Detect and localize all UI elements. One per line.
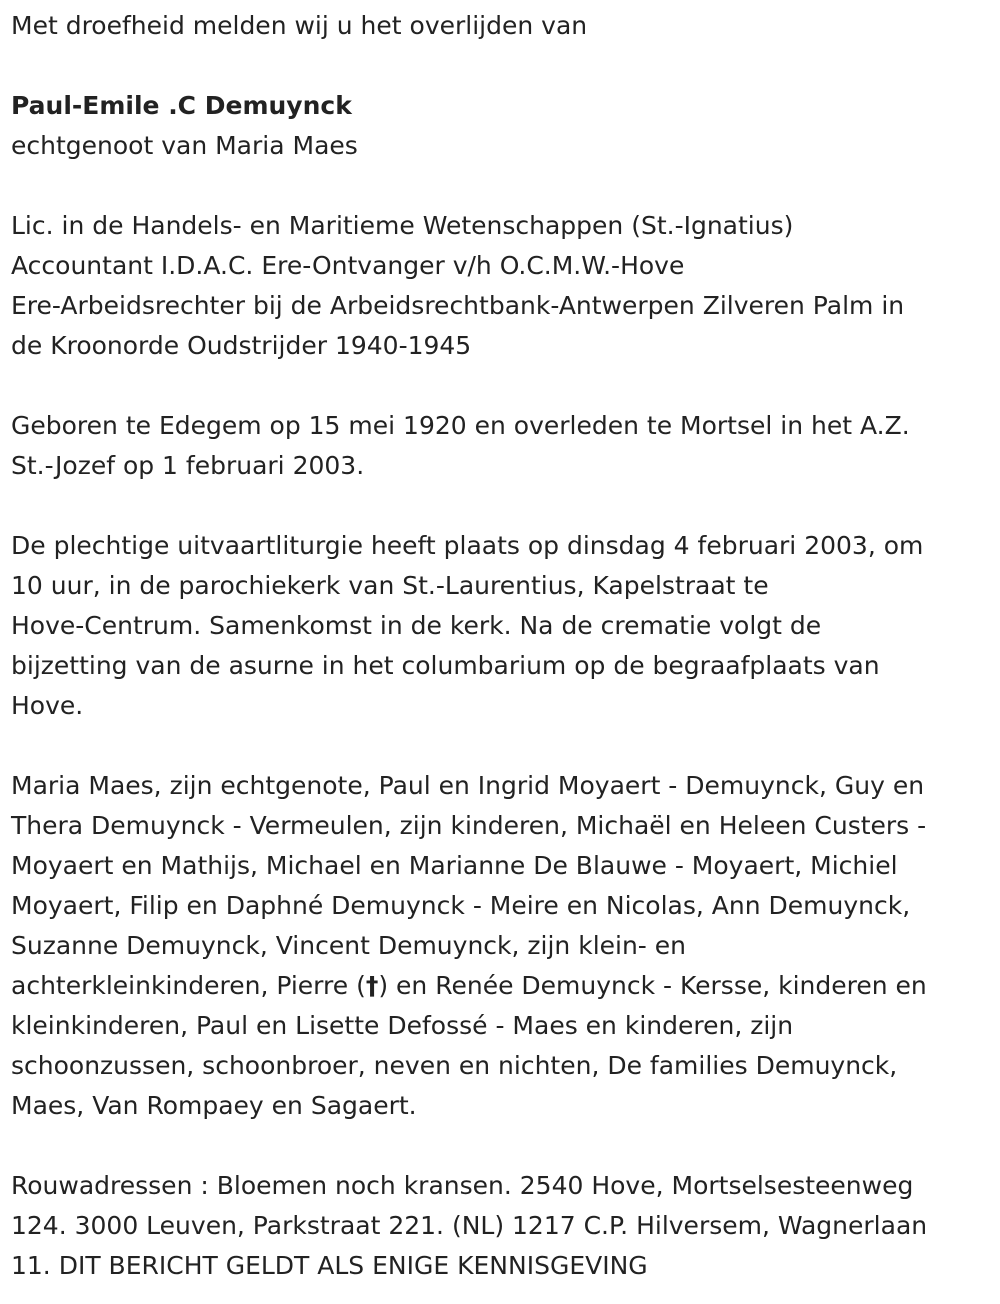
funeral-line: Hove-Centrum. Samenkomst in de kerk. Na de crematie volgt de	[11, 611, 822, 640]
deceased-name: Paul-Emile .C Demuynck	[11, 91, 352, 120]
titles-line: de Kroonorde Oudstrijder 1940-1945	[11, 331, 472, 360]
obituary-notice	[11, 6, 991, 1286]
spacer	[11, 726, 991, 766]
spouse-line: echtgenoot van Maria Maes	[11, 131, 358, 160]
family-line: Maria Maes, zijn echtgenote, Paul en Ingrid Moyaert - Demuynck, Guy en	[11, 771, 925, 800]
funeral-line: 10 uur, in de parochiekerk van St.-Laurentius, Kapelstraat te	[11, 571, 769, 600]
family-line	[11, 966, 991, 1006]
funeral-line: bijzetting van de asurne in het columbarium op de begraafplaats van	[11, 651, 880, 680]
cross-icon: †	[365, 971, 379, 1000]
funeral-paragraph	[11, 526, 991, 726]
family-line: Maes, Van Rompaey en Sagaert.	[11, 1091, 417, 1120]
titles-line: Accountant I.D.A.C. Ere-Ontvanger v/h O.C.M.W.-Hove	[11, 251, 685, 280]
family-line: Suzanne Demuynck, Vincent Demuynck, zijn klein- en	[11, 931, 686, 960]
spacer	[11, 46, 991, 86]
family-line: Thera Demuynck - Vermeulen, zijn kinderen, Michaël en Heleen Custers -	[11, 811, 927, 840]
spacer	[11, 166, 991, 206]
family-line: Moyaert en Mathijs, Michael en Marianne De Blauwe - Moyaert, Michiel	[11, 851, 898, 880]
titles-line: Lic. in de Handels- en Maritieme Wetenschappen (St.-Ignatius)	[11, 211, 794, 240]
funeral-line: Hove.	[11, 691, 84, 720]
titles-line: Ere-Arbeidsrechter bij de Arbeidsrechtbank-Antwerpen Zilveren Palm in	[11, 291, 905, 320]
birth-death-line: St.-Jozef op 1 februari 2003.	[11, 451, 365, 480]
spacer	[11, 1126, 991, 1166]
address-line: 124. 3000 Leuven, Parkstraat 221. (NL) 1217 C.P. Hilversem, Wagnerlaan	[11, 1211, 928, 1240]
family-line: schoonzussen, schoonbroer, neven en nichten, De families Demuynck,	[11, 1051, 898, 1080]
address-line: Rouwadressen : Bloemen noch kransen. 2540 Hove, Mortselsesteenweg	[11, 1171, 914, 1200]
addresses-paragraph	[11, 1166, 991, 1286]
family-line-text: ) en Renée Demuynck - Kersse, kinderen en	[378, 971, 927, 1000]
family-line: kleinkinderen, Paul en Lisette Defossé - Maes en kinderen, zijn	[11, 1011, 794, 1040]
family-line-text: achterkleinkinderen, Pierre (	[11, 971, 366, 1000]
birth-death-line: Geboren te Edegem op 15 mei 1920 en overleden te Mortsel in het A.Z.	[11, 411, 910, 440]
family-paragraph	[11, 766, 991, 1126]
family-line: Moyaert, Filip en Daphné Demuynck - Meire en Nicolas, Ann Demuynck,	[11, 891, 911, 920]
titles-paragraph	[11, 206, 991, 366]
address-line: 11. DIT BERICHT GELDT ALS ENIGE KENNISGEVING	[11, 1251, 648, 1280]
spacer	[11, 486, 991, 526]
spacer	[11, 366, 991, 406]
intro-text: Met droefheid melden wij u het overlijden van	[11, 11, 588, 40]
birth-death-paragraph	[11, 406, 991, 486]
funeral-line: De plechtige uitvaartliturgie heeft plaats op dinsdag 4 februari 2003, om	[11, 531, 924, 560]
